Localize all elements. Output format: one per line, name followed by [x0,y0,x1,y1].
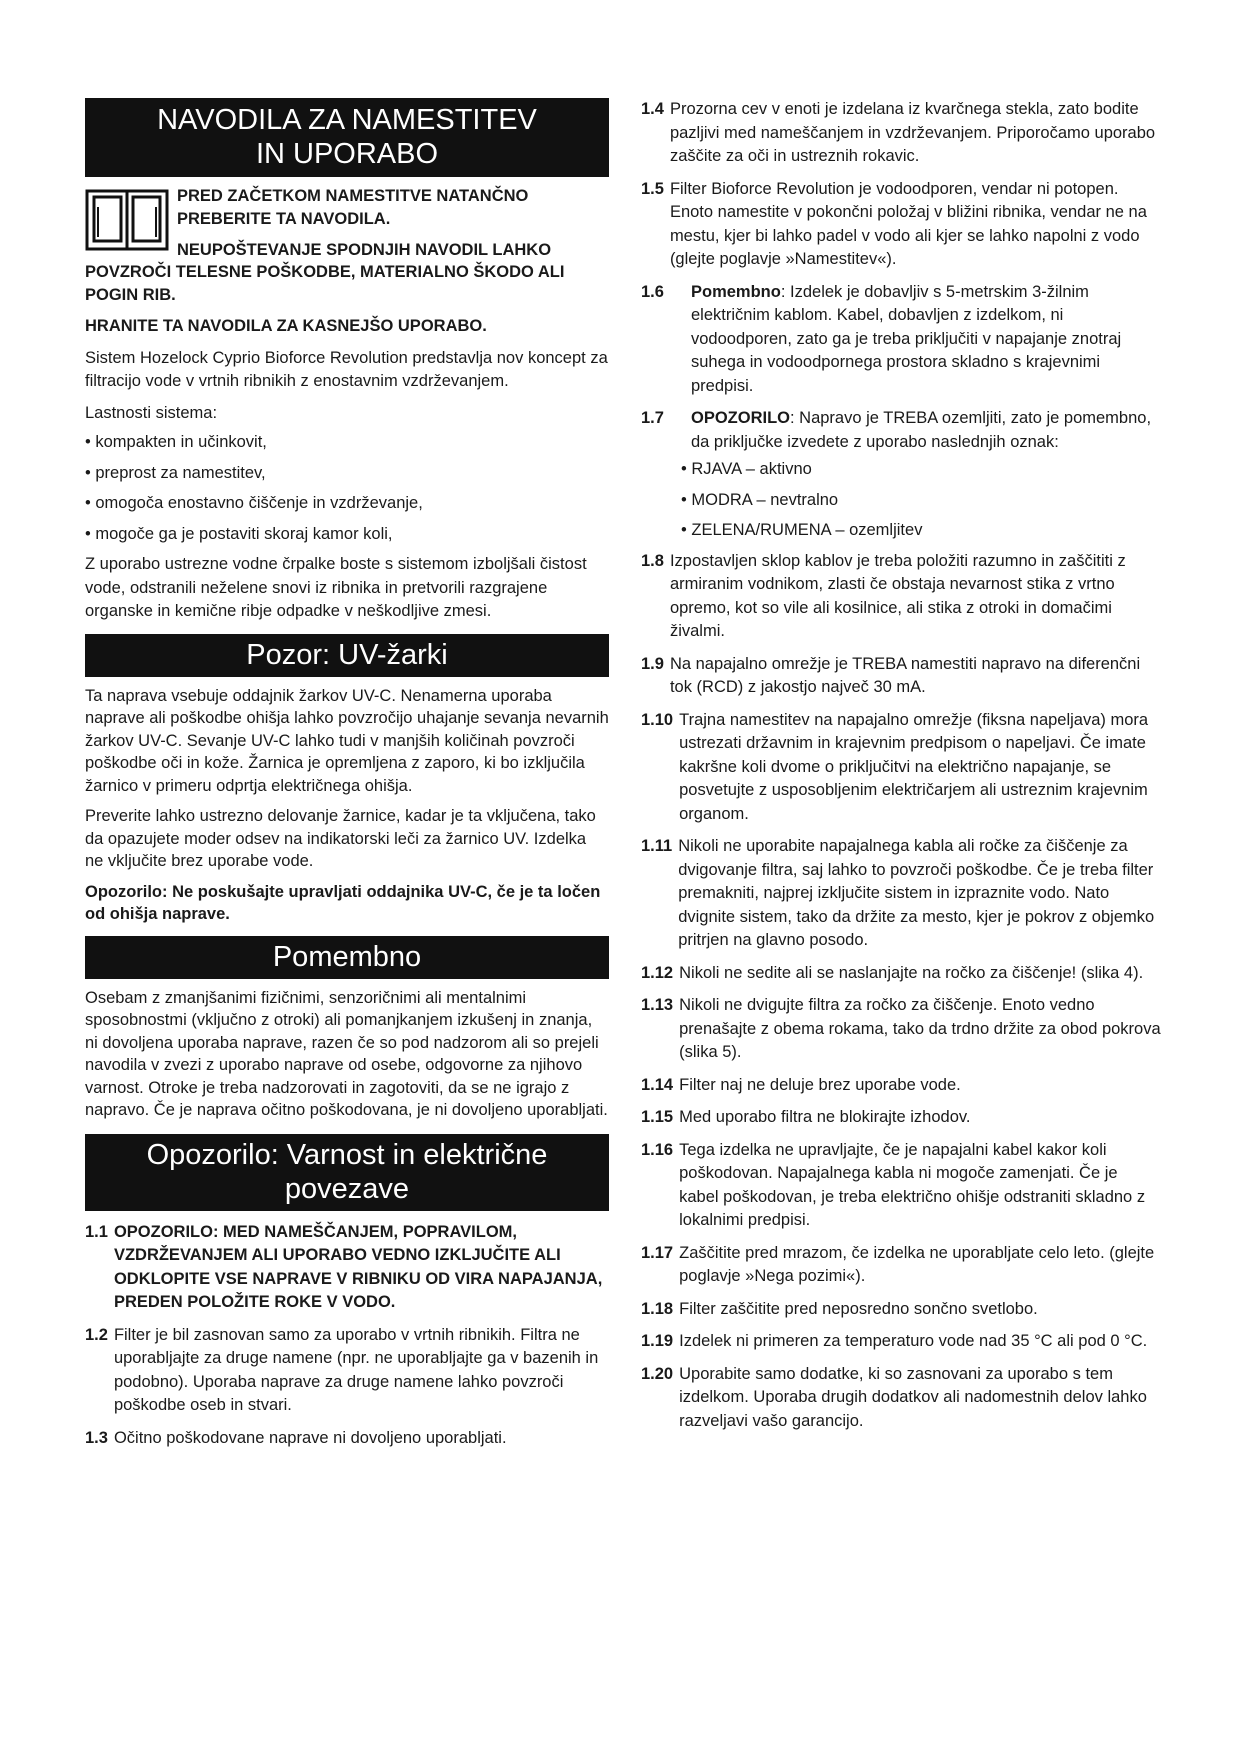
list-item: • omogoča enostavno čiščenje in vzdrževanje, [85,492,609,516]
item-text: Filter je bil zasnovan samo za uporabo v vrtnih ribnikih. Filtra ne uporabljajte za druge namene (npr. ne uporabljajte ga v bazenih in podobno). Uporaba naprave za druge namene lahko povzroči poškodbe oseb in stvari. [113,1325,599,1414]
electrical-safety-banner [85,1134,609,1211]
safety-item-1-18 [641,1298,1161,1322]
uv-paragraph-1: Ta naprava vsebuje oddajnik žarkov UV-C. Nenamerna uporaba naprave ali poškodbe ohišja lahko povzročijo uhajanje sevanja nevarnih žarkov UV-C. Sevanje UV-C lahko tudi v manjših količinah povzroči poškodbe oči in kože. Žarnica je opremljena z zaporo, ki bo izključila žarnico v primeru odprtja električnega ohišja. [85,686,609,795]
item-number: 1.5 [641,179,664,198]
safety-item-1-19 [641,1330,1161,1354]
important-paragraph: Osebam z zmanjšanimi fizičnimi, senzoričnimi ali mentalnimi sposobnostmi (vključno z otroki) ali pomanjkanjem izkušenj in znanja, ni dovoljena uporaba naprave, razen če so pod nadzorom ali so prejeli navodila v zvezi z uporabo naprave od osebe, odgovorne za njihovo varnost. Otroke je treba nadzorovati in zagotoviti, da se ne igrajo z napravo. Če je naprava očitno poškodovana, je ni dovoljeno uporabljati. [85,988,608,1119]
item-number: 1.13 [641,996,674,1014]
item-number: 1.19 [641,1332,674,1350]
item-number: 1.2 [85,1325,108,1344]
safety-item-1-3 [85,1427,609,1451]
uv-paragraph-2: Preverite lahko ustrezno delovanje žarnice, kadar je ta vključena, tako da opazujete moder odsev na indikatorski leči za žarnico UV. Izdelka ne vključite brez uporabe vode. [85,807,596,870]
safety-item-1-2 [85,1324,609,1418]
right-column [641,98,1161,1442]
keep-instructions-notice: HRANITE TA NAVODILA ZA KASNEJŠO UPORABO. [85,317,487,335]
item-number: 1.17 [641,1243,674,1262]
item-text: Med uporabo filtra ne blokirajte izhodov. [679,1108,971,1126]
list-item: • preprost za namestitev, [85,462,609,486]
warning-ignore-line1: NEUPOŠTEVANJE SPODNJIH NAVODIL LAHKO [177,241,552,259]
item-number: 1.3 [85,1428,108,1447]
item-text: OPOZORILO: MED NAMEŠČANJEM, POPRAVILOM, VZDRŽEVANJEM ALI UPORABO VEDNO IZKLJUČITE ALI ODKLOPITE VSE NAPRAVE V RIBNIKU OD VIRA NAPAJANJA, PREDEN POLOŽITE ROKE V VODO. [113,1222,603,1311]
uv-warning-banner: Pozor: UV-žarki [85,634,609,677]
item-text: Izdelek ni primeren za temperaturo vode nad 35 °C ali pod 0 °C. [679,1332,1148,1350]
item-number: 1.9 [641,654,664,673]
warning-read-before: PRED ZAČETKOM NAMESTITVE NATANČNO PREBERITE TA NAVODILA. [177,187,529,228]
item-number: 1.18 [641,1299,674,1318]
item-number: 1.8 [641,551,664,570]
item-text: Nikoli ne dvigujte filtra za ročko za čiščenje. Enoto vedno prenašajte z obema rokama, tako da trdno držite za obod pokrova (slika 5). [679,996,1161,1061]
item-text: Uporabite samo dodatke, ki so zasnovani za uporabo s tem izdelkom. Uporaba drugih dodatkov ali nadomestnih delov lahko razveljavi vašo garancijo. [679,1364,1147,1430]
features-label: Lastnosti sistema: [85,403,218,422]
item-number: 1.15 [641,1108,674,1126]
item-number: 1.6 [641,282,664,301]
list-item: • kompakten in učinkovit, [85,431,609,455]
item-label: Pomembno [691,282,781,301]
safety-item-1-1 [85,1221,609,1315]
item-number: 1.4 [641,100,664,118]
item-number: 1.11 [641,837,673,855]
open-book-icon [85,187,169,253]
item-body: : Izdelek je dobavljiv s 5-metrskim 3-žilnim električnim kablom. Kabel, dobavljen z izdelkom, ni vodoodporen, zato ga je treba priključiti v napajanje znotraj suhega in vodoodpornega prostora skladno s krajevnimi predpisi. [691,282,1122,395]
item-text: Očitno poškodovane naprave ni dovoljeno uporabljati. [113,1428,507,1447]
item-number: 1.20 [641,1364,674,1383]
item-number: 1.14 [641,1075,674,1094]
main-title-line2: IN UPORABO [255,138,439,170]
intro-paragraph: Sistem Hozelock Cyprio Bioforce Revolution predstavlja nov koncept za filtracijo vode v vrtnih ribnikih z enostavnim vzdrževanjem. [85,348,608,390]
safety-item-1-5 [641,178,1161,272]
pump-paragraph: Z uporabo ustrezne vodne črpalke boste s sistemom izboljšali čistost vode, odstranili neželene snovi iz ribnika in pretvorili razgrajene organske in kemične ribje odpadke v neškodljive zmesi. [85,555,587,620]
safety-item-1-9 [641,653,1161,700]
item-text: Zaščitite pred mrazom, če izdelka ne uporabljate celo leto. (glejte poglavje »Nega pozimi«). [679,1243,1155,1285]
safety-item-1-4 [641,98,1161,169]
main-title-banner [85,98,609,177]
safety-item-1-12 [641,962,1161,986]
item-text: Trajna namestitev na napajalno omrežje (fiksna napeljava) mora ustrezati državnim in krajevnim predpisom o napeljavi. Če imate kakršne koli dvome o priključitvi na električno napajanje, se posvetujte z usposobljenim električarjem ali ustreznim krajevnim organom. [679,710,1149,823]
uv-emitter-warning: Opozorilo: Ne poskušajte upravljati oddajnika UV-C, če je ta ločen od ohišja naprave. [85,882,601,923]
item-text: Filter zaščitite pred neposredno sončno svetlobo. [679,1299,1038,1318]
safety-item-1-7 [641,407,1161,454]
safety-item-1-20 [641,1363,1161,1434]
safety-item-1-6 [641,281,1161,399]
item-number: 1.1 [85,1222,108,1241]
item-number: 1.7 [641,409,664,427]
features-list [85,431,609,546]
wire-colors-list [681,458,1161,543]
safety-item-1-17 [641,1242,1161,1289]
electrical-safety-title-line2: povezave [284,1172,410,1205]
list-item: • RJAVA – aktivno [681,458,1161,482]
item-body: : Napravo je TREBA ozemljiti, zato je pomembno, da priključke izvedete z uporabo naslednjih oznak: [691,409,1152,451]
safety-item-1-15 [641,1106,1161,1130]
item-text: Na napajalno omrežje je TREBA namestiti napravo na diferenčni tok (RCD) z jakostjo največ 30 mA. [669,654,1141,696]
item-text: Filter naj ne deluje brez uporabe vode. [679,1075,961,1094]
safety-item-1-13 [641,994,1161,1065]
important-banner: Pomembno [85,936,609,979]
main-title-line1: NAVODILA ZA NAMESTITEV [157,104,537,136]
item-text: Nikoli ne uporabite napajalnega kabla ali ročke za čiščenje za dvigovanje filtra, saj lahko to povzroči poškodbe. Če je treba filter premakniti, najprej izključite sistem in izpraznite vodo. Nato dvignite sistem, tako da držite za mesto, kjer je pokrov z objemko pritrjen na glavno posodo. [678,837,1155,949]
item-label: OPOZORILO [691,409,790,427]
item-text [691,281,1161,399]
warning-ignore-line2: POVZROČI TELESNE POŠKODBE, MATERIALNO ŠKODO ALI POGIN RIB. [85,263,565,304]
electrical-safety-title-line1: Opozorilo: Varnost in električne [146,1138,548,1171]
item-text: Tega izdelka ne upravljajte, če je napajalni kabel kakor koli poškodovan. Napajalnega kabla ni mogoče zamenjati. Če je kabel poškodovan, je treba električno ohišje odstraniti skladno z lokalnimi predpisi. [679,1140,1146,1229]
item-text: Nikoli ne sedite ali se naslanjajte na ročko za čiščenje! (slika 4). [679,963,1144,982]
item-text: Izpostavljen sklop kablov je treba položiti razumno in zaščititi z armiranim vodnikom, zlasti če obstaja nevarnost stika z vrtno opremo, kot so vile ali kosilnice, ali stika z otroki in domačimi živalmi. [669,551,1126,640]
list-item: • MODRA – nevtralno [681,489,1161,513]
safety-item-1-14 [641,1074,1161,1098]
safety-item-1-11 [641,835,1161,953]
safety-item-1-8 [641,550,1161,644]
safety-item-1-10 [641,709,1161,827]
item-number: 1.12 [641,963,674,982]
item-number: 1.10 [641,710,674,729]
item-number: 1.16 [641,1140,674,1159]
item-text: Filter Bioforce Revolution je vodoodporen, vendar ni potopen. Enoto namestite v pokončni položaj v bližini ribnika, vendar ne na mestu, kjer bi lahko padel v vodo ali kjer se lahko napolni z vodo (glejte poglavje »Namestitev«). [669,179,1147,268]
left-column [85,98,609,1459]
item-text [691,407,1161,454]
safety-item-1-16 [641,1139,1161,1233]
item-text: Prozorna cev v enoti je izdelana iz kvarčnega stekla, zato bodite pazljivi med nameščanjem in vzdrževanjem. Priporočamo uporabo zaščite za oči in ustreznih rokavic. [669,100,1156,165]
list-item: • mogoče ga je postaviti skoraj kamor koli, [85,523,609,547]
list-item: • ZELENA/RUMENA – ozemljitev [681,519,1161,543]
read-instructions-warning [85,185,609,269]
